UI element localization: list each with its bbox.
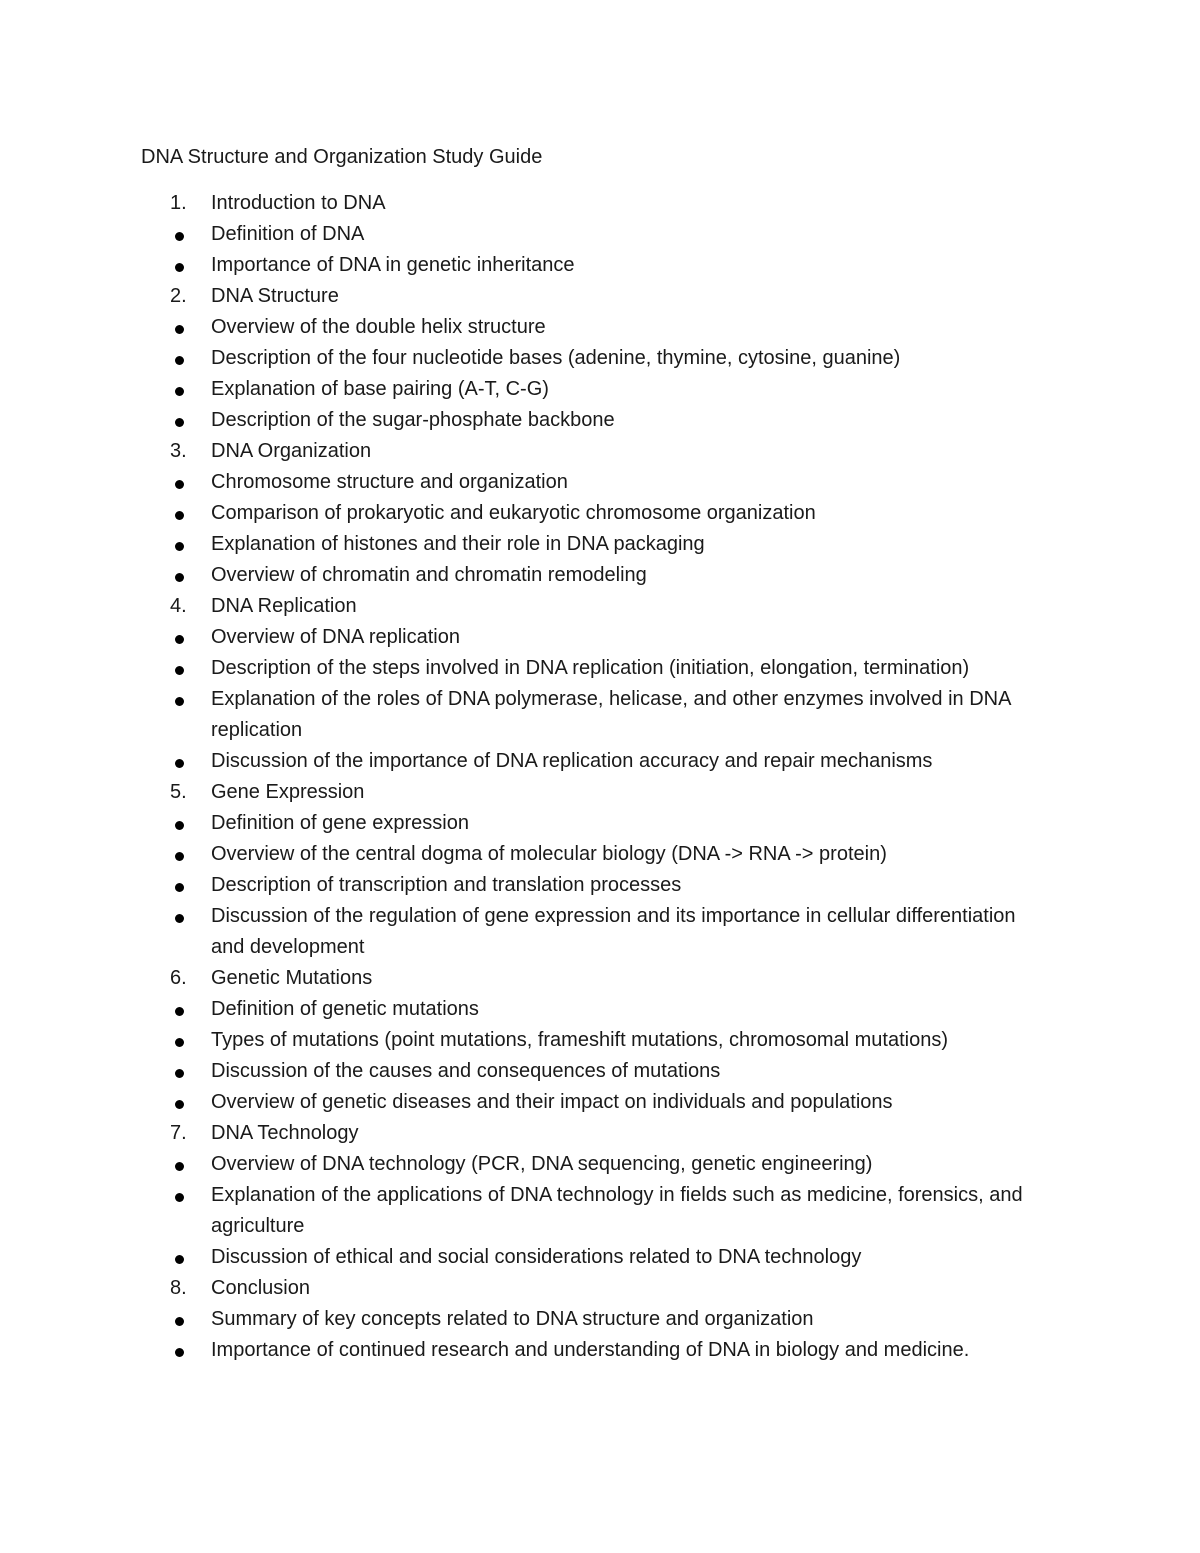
bullet-dot-icon xyxy=(175,635,184,644)
bullet-item xyxy=(0,622,1051,653)
bullet-text: Discussion of the causes and consequences of mutations xyxy=(211,1060,721,1082)
bullet-text: Types of mutations (point mutations, frameshift mutations, chromosomal mutations) xyxy=(211,1029,948,1051)
section-heading xyxy=(0,1118,1051,1149)
section-heading-text: DNA Organization xyxy=(211,440,372,462)
bullet-text: Overview of chromatin and chromatin remodeling xyxy=(211,564,647,586)
bullet-marker xyxy=(170,901,204,932)
bullet-item xyxy=(0,808,1051,839)
bullet-item xyxy=(0,684,1051,746)
section-heading-text: Introduction to DNA xyxy=(211,192,386,214)
bullet-dot-icon xyxy=(175,666,184,675)
bullet-text: Description of the four nucleotide bases (adenine, thymine, cytosine, guanine) xyxy=(211,347,901,369)
bullet-item xyxy=(0,250,1051,281)
section-heading-text: DNA Structure xyxy=(211,285,339,307)
bullet-dot-icon xyxy=(175,542,184,551)
bullet-marker xyxy=(170,560,204,591)
bullet-dot-icon xyxy=(175,573,184,582)
bullet-marker xyxy=(170,374,204,405)
bullet-text: Definition of genetic mutations xyxy=(211,998,479,1020)
bullet-marker xyxy=(170,839,204,870)
bullet-item xyxy=(0,219,1051,250)
bullet-marker xyxy=(170,1025,204,1056)
bullet-item xyxy=(0,343,1051,374)
bullet-text: Explanation of histones and their role in DNA packaging xyxy=(211,533,705,555)
bullet-marker xyxy=(170,746,204,777)
bullet-dot-icon xyxy=(175,325,184,334)
bullet-dot-icon xyxy=(175,1317,184,1326)
bullet-marker xyxy=(170,870,204,901)
bullet-item xyxy=(0,1335,1051,1366)
bullet-text: Description of the steps involved in DNA replication (initiation, elongation, termination) xyxy=(211,657,970,679)
bullet-text: Definition of gene expression xyxy=(211,812,469,834)
section-number: 3. xyxy=(170,440,187,462)
bullet-item xyxy=(0,653,1051,684)
bullet-dot-icon xyxy=(175,480,184,489)
section-heading xyxy=(0,1273,1051,1304)
section-number: 4. xyxy=(170,595,187,617)
section-heading xyxy=(0,281,1051,312)
section-heading-text: DNA Technology xyxy=(211,1122,359,1144)
section-number: 1. xyxy=(170,192,187,214)
bullet-text: Importance of continued research and understanding of DNA in biology and medicine. xyxy=(211,1339,970,1361)
bullet-dot-icon xyxy=(175,1007,184,1016)
section-number: 2. xyxy=(170,285,187,307)
bullet-dot-icon xyxy=(175,1193,184,1202)
bullet-marker xyxy=(170,1242,204,1273)
bullet-text: Overview of the double helix structure xyxy=(211,316,546,338)
bullet-marker xyxy=(170,622,204,653)
bullet-marker xyxy=(170,808,204,839)
bullet-item xyxy=(0,1242,1051,1273)
section-heading xyxy=(0,777,1051,808)
bullet-dot-icon xyxy=(175,1038,184,1047)
bullet-item xyxy=(0,1025,1051,1056)
bullet-text: Explanation of the applications of DNA technology in fields such as medicine, forensics, and agriculture xyxy=(211,1184,1023,1237)
bullet-item xyxy=(0,467,1051,498)
bullet-dot-icon xyxy=(175,1069,184,1078)
bullet-marker xyxy=(170,1335,204,1366)
bullet-dot-icon xyxy=(175,1100,184,1109)
bullet-marker xyxy=(170,467,204,498)
bullet-marker xyxy=(170,1180,204,1211)
bullet-text: Overview of genetic diseases and their impact on individuals and populations xyxy=(211,1091,893,1113)
section-number: 7. xyxy=(170,1122,187,1144)
bullet-dot-icon xyxy=(175,1348,184,1357)
bullet-dot-icon xyxy=(175,232,184,241)
bullet-item xyxy=(0,870,1051,901)
bullet-item xyxy=(0,901,1051,963)
bullet-dot-icon xyxy=(175,697,184,706)
section-heading xyxy=(0,188,1051,219)
bullet-text: Importance of DNA in genetic inheritance xyxy=(211,254,575,276)
bullet-text: Comparison of prokaryotic and eukaryotic chromosome organization xyxy=(211,502,816,524)
study-guide-outline xyxy=(0,188,1200,1366)
bullet-text: Overview of the central dogma of molecular biology (DNA -> RNA -> protein) xyxy=(211,843,887,865)
bullet-item xyxy=(0,1304,1051,1335)
bullet-marker xyxy=(170,219,204,250)
bullet-dot-icon xyxy=(175,387,184,396)
bullet-item xyxy=(0,498,1051,529)
bullet-text: Description of the sugar-phosphate backbone xyxy=(211,409,615,431)
bullet-item xyxy=(0,374,1051,405)
bullet-text: Explanation of base pairing (A-T, C-G) xyxy=(211,378,549,400)
bullet-marker xyxy=(170,653,204,684)
section-number: 8. xyxy=(170,1277,187,1299)
bullet-dot-icon xyxy=(175,1255,184,1264)
document-title: DNA Structure and Organization Study Guide xyxy=(141,146,543,168)
bullet-marker xyxy=(170,529,204,560)
bullet-marker xyxy=(170,1056,204,1087)
bullet-text: Summary of key concepts related to DNA structure and organization xyxy=(211,1308,814,1330)
section-heading xyxy=(0,436,1051,467)
bullet-text: Chromosome structure and organization xyxy=(211,471,568,493)
bullet-item xyxy=(0,839,1051,870)
bullet-item xyxy=(0,746,1051,777)
section-heading-text: Genetic Mutations xyxy=(211,967,373,989)
bullet-dot-icon xyxy=(175,883,184,892)
bullet-dot-icon xyxy=(175,1162,184,1171)
bullet-item xyxy=(0,405,1051,436)
bullet-dot-icon xyxy=(175,852,184,861)
bullet-marker xyxy=(170,250,204,281)
bullet-dot-icon xyxy=(175,914,184,923)
section-heading-text: DNA Replication xyxy=(211,595,357,617)
bullet-marker xyxy=(170,994,204,1025)
bullet-text: Discussion of ethical and social considerations related to DNA technology xyxy=(211,1246,862,1268)
section-number: 6. xyxy=(170,967,187,989)
section-heading-text: Gene Expression xyxy=(211,781,365,803)
bullet-item xyxy=(0,312,1051,343)
bullet-dot-icon xyxy=(175,759,184,768)
bullet-marker xyxy=(170,684,204,715)
bullet-dot-icon xyxy=(175,821,184,830)
bullet-item xyxy=(0,1056,1051,1087)
bullet-marker xyxy=(170,1149,204,1180)
bullet-text: Definition of DNA xyxy=(211,223,365,245)
bullet-dot-icon xyxy=(175,356,184,365)
bullet-text: Overview of DNA technology (PCR, DNA sequencing, genetic engineering) xyxy=(211,1153,873,1175)
bullet-dot-icon xyxy=(175,418,184,427)
bullet-text: Discussion of the regulation of gene expression and its importance in cellular differentiation and development xyxy=(211,905,1016,958)
bullet-text: Description of transcription and translation processes xyxy=(211,874,682,896)
section-heading xyxy=(0,591,1051,622)
bullet-marker xyxy=(170,343,204,374)
bullet-item xyxy=(0,529,1051,560)
bullet-marker xyxy=(170,405,204,436)
section-number: 5. xyxy=(170,781,187,803)
bullet-item xyxy=(0,1149,1051,1180)
section-heading-text: Conclusion xyxy=(211,1277,310,1299)
bullet-dot-icon xyxy=(175,263,184,272)
bullet-item xyxy=(0,1087,1051,1118)
bullet-marker xyxy=(170,1087,204,1118)
bullet-item xyxy=(0,994,1051,1025)
bullet-item xyxy=(0,1180,1051,1242)
bullet-dot-icon xyxy=(175,511,184,520)
bullet-marker xyxy=(170,498,204,529)
bullet-marker xyxy=(170,312,204,343)
bullet-marker xyxy=(170,1304,204,1335)
bullet-item xyxy=(0,560,1051,591)
bullet-text: Discussion of the importance of DNA replication accuracy and repair mechanisms xyxy=(211,750,933,772)
bullet-text: Overview of DNA replication xyxy=(211,626,460,648)
bullet-text: Explanation of the roles of DNA polymerase, helicase, and other enzymes involved in DNA replication xyxy=(211,688,1011,741)
section-heading xyxy=(0,963,1051,994)
